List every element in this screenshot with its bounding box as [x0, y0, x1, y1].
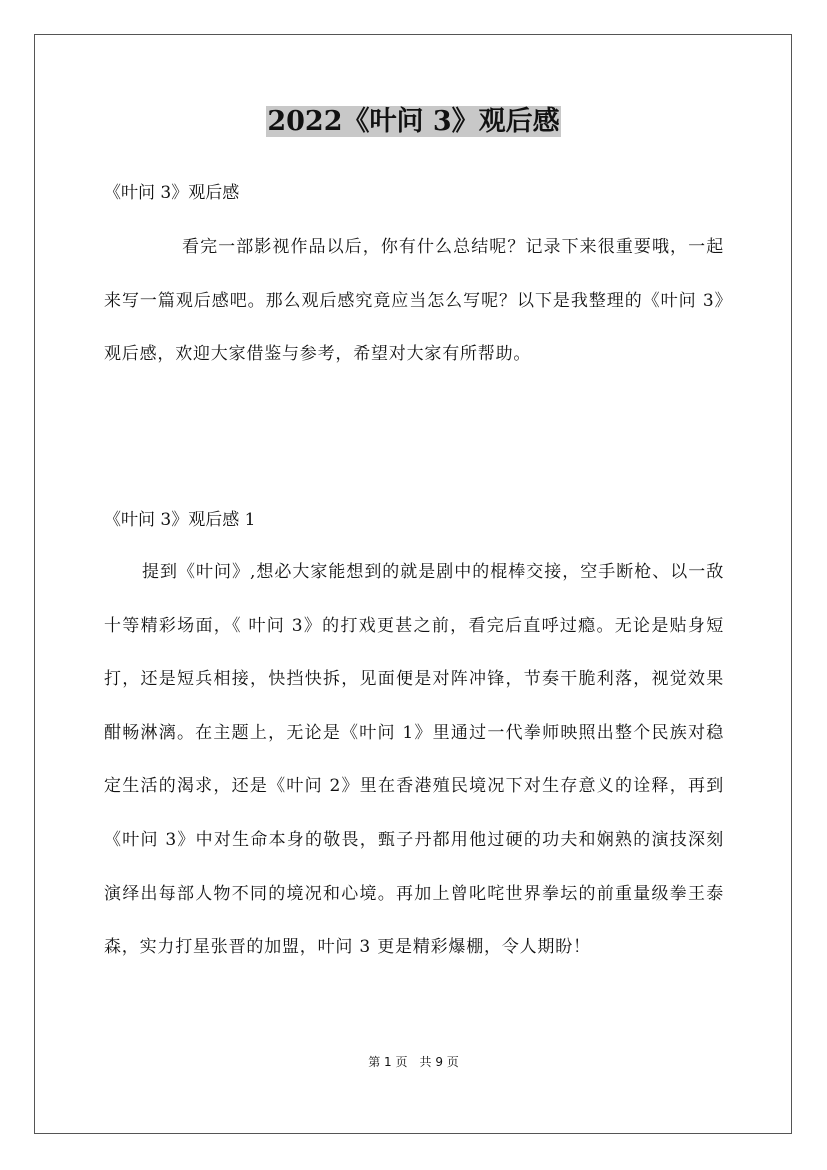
intro-paragraph: 看完一部影视作品以后，你有什么总结呢？记录下来很重要哦，一起来写一篇观后感吧。那么观后感究竟应当怎么写呢？以下是我整理的《叶问 3》观后感，欢迎大家借鉴与参考，希望对大家有所帮助。 — [104, 237, 724, 365]
section-body-1: 提到《叶问》,想必大家能想到的就是剧中的棍棒交接，空手断枪、以一敌十等精彩场面，《 叶问 3》的打戏更甚之前，看完后直呼过瘾。无论是贴身短打，还是短兵相接，快挡快拆，见面便是对阵冲锋，节奏干脆利落，视觉效果酣畅淋漓。在主题上，无论是《叶问 1》里通过一代拳师映照出整个民族对稳定生活的渴求，还是《叶问 2》里在香港殖民境况下对生存意义的诠释，再到《叶问 3》中对生命本身的敬畏，甄子丹都用他过硬的功夫和娴熟的演技深刻演绎出每部人物不同的境况和心境。再加上曾叱咤世界拳坛的前重量级拳王泰森，实力打星张晋的加盟，叶问 3 更是精彩爆棚，令人期盼！ — [104, 562, 724, 958]
page-number-total: 共 9 页 — [419, 1055, 459, 1069]
page-number-current: 第 1 页 — [368, 1055, 408, 1069]
page-footer — [0, 1053, 827, 1071]
section-heading-1: 《叶问 3》观后感 1 — [104, 510, 256, 530]
document-title — [0, 100, 827, 144]
document-title-text: 2022《叶问 3》观后感 — [267, 106, 560, 137]
document-subtitle: 《叶问 3》观后感 — [104, 183, 240, 203]
